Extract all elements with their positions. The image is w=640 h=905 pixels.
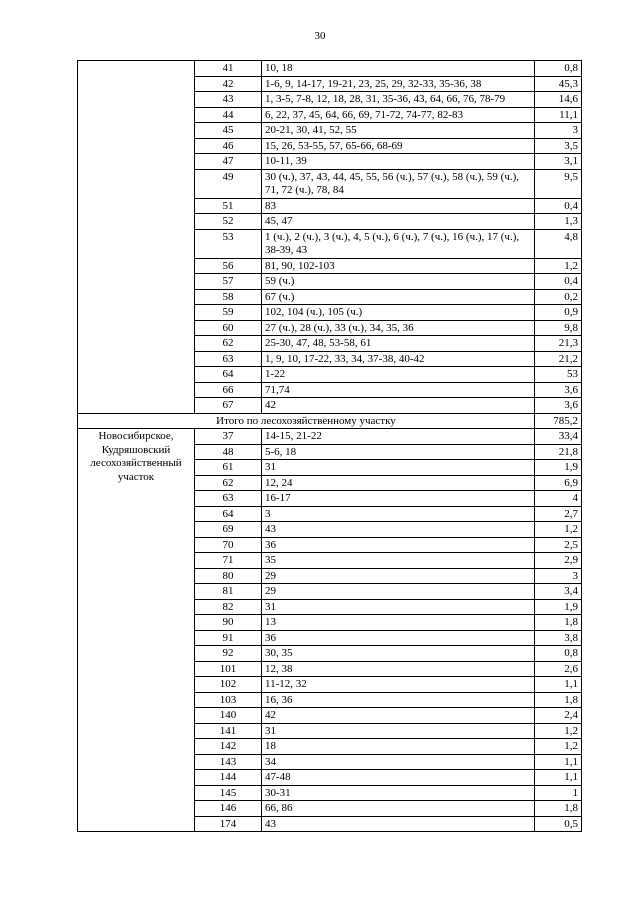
area-value-cell: 3,6: [535, 398, 582, 414]
quarter-cell: 174: [195, 816, 262, 832]
quarter-cell: 58: [195, 289, 262, 305]
allotments-cell: 34: [262, 754, 535, 770]
quarter-cell: 46: [195, 138, 262, 154]
quarter-cell: 67: [195, 398, 262, 414]
quarter-cell: 81: [195, 584, 262, 600]
area-value-cell: 14,6: [535, 92, 582, 108]
area-value-cell: 6,9: [535, 475, 582, 491]
quarter-cell: 49: [195, 169, 262, 198]
allotments-cell: 1-22: [262, 367, 535, 383]
quarter-cell: 52: [195, 214, 262, 230]
allotments-cell: 43: [262, 522, 535, 538]
allotments-cell: 13: [262, 615, 535, 631]
allotments-cell: 66, 86: [262, 801, 535, 817]
area-value-cell: 2,5: [535, 537, 582, 553]
allotments-cell: 35: [262, 553, 535, 569]
allotments-cell: 16, 36: [262, 692, 535, 708]
quarter-cell: 71: [195, 553, 262, 569]
quarter-cell: 56: [195, 258, 262, 274]
allotments-cell: 12, 38: [262, 661, 535, 677]
allotments-cell: 27 (ч.), 28 (ч.), 33 (ч.), 34, 35, 36: [262, 320, 535, 336]
quarter-cell: 57: [195, 274, 262, 290]
area-value-cell: 53: [535, 367, 582, 383]
allotments-cell: 14-15, 21-22: [262, 429, 535, 445]
quarter-cell: 141: [195, 723, 262, 739]
quarter-cell: 48: [195, 444, 262, 460]
area-value-cell: 21,2: [535, 351, 582, 367]
area-name-cell: [78, 61, 195, 414]
allotments-cell: 42: [262, 708, 535, 724]
allotments-cell: 25-30, 47, 48, 53-58, 61: [262, 336, 535, 352]
quarter-cell: 66: [195, 382, 262, 398]
area-value-cell: 0,8: [535, 61, 582, 77]
quarter-cell: 60: [195, 320, 262, 336]
area-name-cell: Новосибирское, Кудряшовский лесохозяйственный участок: [78, 429, 195, 832]
quarter-cell: 63: [195, 351, 262, 367]
allotments-cell: 3: [262, 506, 535, 522]
area-value-cell: 3,4: [535, 584, 582, 600]
quarter-cell: 37: [195, 429, 262, 445]
area-value-cell: 21,8: [535, 444, 582, 460]
allotments-cell: 31: [262, 723, 535, 739]
area-value-cell: 3,1: [535, 154, 582, 170]
area-value-cell: 3: [535, 568, 582, 584]
area-value-cell: 2,6: [535, 661, 582, 677]
allotments-cell: 1 (ч.), 2 (ч.), 3 (ч.), 4, 5 (ч.), 6 (ч.), 7 (ч.), 16 (ч.), 17 (ч.), 38-39, 43: [262, 229, 535, 258]
area-value-cell: 0,4: [535, 198, 582, 214]
allotments-cell: 15, 26, 53-55, 57, 65-66, 68-69: [262, 138, 535, 154]
total-label: Итого по лесохозяйственному участку: [78, 413, 535, 429]
area-value-cell: 0,9: [535, 305, 582, 321]
allotments-cell: 11-12, 32: [262, 677, 535, 693]
area-value-cell: 1,2: [535, 522, 582, 538]
allotments-cell: 59 (ч.): [262, 274, 535, 290]
area-value-cell: 45,3: [535, 76, 582, 92]
allotments-cell: 47-48: [262, 770, 535, 786]
area-value-cell: 3: [535, 123, 582, 139]
area-value-cell: 9,8: [535, 320, 582, 336]
area-value-cell: 1,1: [535, 754, 582, 770]
area-value-cell: 0,4: [535, 274, 582, 290]
allotments-cell: 10, 18: [262, 61, 535, 77]
area-value-cell: 1,3: [535, 214, 582, 230]
quarter-cell: 90: [195, 615, 262, 631]
allotments-cell: 1, 9, 10, 17-22, 33, 34, 37-38, 40-42: [262, 351, 535, 367]
quarter-cell: 64: [195, 367, 262, 383]
area-value-cell: 3,8: [535, 630, 582, 646]
area-value-cell: 0,5: [535, 816, 582, 832]
quarter-cell: 69: [195, 522, 262, 538]
allotments-cell: 30 (ч.), 37, 43, 44, 45, 55, 56 (ч.), 57 (ч.), 58 (ч.), 59 (ч.), 71, 72 (ч.), 78, 84: [262, 169, 535, 198]
allotments-cell: 30, 35: [262, 646, 535, 662]
allotments-cell: 29: [262, 568, 535, 584]
quarter-cell: 102: [195, 677, 262, 693]
quarter-cell: 62: [195, 475, 262, 491]
quarter-cell: 43: [195, 92, 262, 108]
area-value-cell: 1,9: [535, 460, 582, 476]
allotments-cell: 29: [262, 584, 535, 600]
quarter-cell: 103: [195, 692, 262, 708]
allotments-cell: 10-11, 39: [262, 154, 535, 170]
quarter-cell: 61: [195, 460, 262, 476]
quarter-cell: 45: [195, 123, 262, 139]
area-value-cell: 0,8: [535, 646, 582, 662]
table-row: [78, 429, 582, 445]
total-value: 785,2: [535, 413, 582, 429]
allotments-cell: 36: [262, 630, 535, 646]
quarter-cell: 64: [195, 506, 262, 522]
allotments-cell: 31: [262, 599, 535, 615]
area-value-cell: 1,8: [535, 615, 582, 631]
allotments-cell: 30-31: [262, 785, 535, 801]
area-value-cell: 21,3: [535, 336, 582, 352]
quarter-cell: 101: [195, 661, 262, 677]
area-value-cell: 2,9: [535, 553, 582, 569]
area-value-cell: 2,7: [535, 506, 582, 522]
area-value-cell: 3,6: [535, 382, 582, 398]
quarter-cell: 44: [195, 107, 262, 123]
allotments-cell: 1, 3-5, 7-8, 12, 18, 28, 31, 35-36, 43, 64, 66, 76, 78-79: [262, 92, 535, 108]
page-number: 30: [314, 30, 326, 42]
allotments-cell: 16-17: [262, 491, 535, 507]
area-value-cell: 1,2: [535, 723, 582, 739]
quarter-cell: 47: [195, 154, 262, 170]
forest-area-table: [77, 60, 582, 832]
quarter-cell: 80: [195, 568, 262, 584]
table-row: [78, 61, 582, 77]
quarter-cell: 92: [195, 646, 262, 662]
quarter-cell: 53: [195, 229, 262, 258]
allotments-cell: 20-21, 30, 41, 52, 55: [262, 123, 535, 139]
allotments-cell: 18: [262, 739, 535, 755]
allotments-cell: 67 (ч.): [262, 289, 535, 305]
allotments-cell: 83: [262, 198, 535, 214]
quarter-cell: 62: [195, 336, 262, 352]
allotments-cell: 1-6, 9, 14-17, 19-21, 23, 25, 29, 32-33, 35-36, 38: [262, 76, 535, 92]
area-value-cell: 1,2: [535, 739, 582, 755]
area-value-cell: 1,2: [535, 258, 582, 274]
area-value-cell: 1: [535, 785, 582, 801]
area-value-cell: 1,1: [535, 677, 582, 693]
allotments-cell: 6, 22, 37, 45, 64, 66, 69, 71-72, 74-77, 82-83: [262, 107, 535, 123]
quarter-cell: 63: [195, 491, 262, 507]
allotments-cell: 71,74: [262, 382, 535, 398]
quarter-cell: 91: [195, 630, 262, 646]
allotments-cell: 43: [262, 816, 535, 832]
allotments-cell: 12, 24: [262, 475, 535, 491]
quarter-cell: 42: [195, 76, 262, 92]
area-value-cell: 1,8: [535, 801, 582, 817]
quarter-cell: 70: [195, 537, 262, 553]
allotments-cell: 31: [262, 460, 535, 476]
quarter-cell: 145: [195, 785, 262, 801]
allotments-cell: 45, 47: [262, 214, 535, 230]
total-row: [78, 413, 582, 429]
quarter-cell: 140: [195, 708, 262, 724]
quarter-cell: 41: [195, 61, 262, 77]
area-value-cell: 2,4: [535, 708, 582, 724]
allotments-cell: 42: [262, 398, 535, 414]
allotments-cell: 36: [262, 537, 535, 553]
quarter-cell: 82: [195, 599, 262, 615]
allotments-cell: 102, 104 (ч.), 105 (ч.): [262, 305, 535, 321]
quarter-cell: 143: [195, 754, 262, 770]
area-value-cell: 1,9: [535, 599, 582, 615]
area-value-cell: 9,5: [535, 169, 582, 198]
quarter-cell: 51: [195, 198, 262, 214]
quarter-cell: 146: [195, 801, 262, 817]
allotments-cell: 5-6, 18: [262, 444, 535, 460]
area-value-cell: 1,8: [535, 692, 582, 708]
quarter-cell: 144: [195, 770, 262, 786]
area-value-cell: 3,5: [535, 138, 582, 154]
area-value-cell: 0,2: [535, 289, 582, 305]
quarter-cell: 59: [195, 305, 262, 321]
area-value-cell: 4,8: [535, 229, 582, 258]
area-value-cell: 11,1: [535, 107, 582, 123]
area-value-cell: 33,4: [535, 429, 582, 445]
area-value-cell: 4: [535, 491, 582, 507]
area-value-cell: 1,1: [535, 770, 582, 786]
quarter-cell: 142: [195, 739, 262, 755]
allotments-cell: 81, 90, 102-103: [262, 258, 535, 274]
